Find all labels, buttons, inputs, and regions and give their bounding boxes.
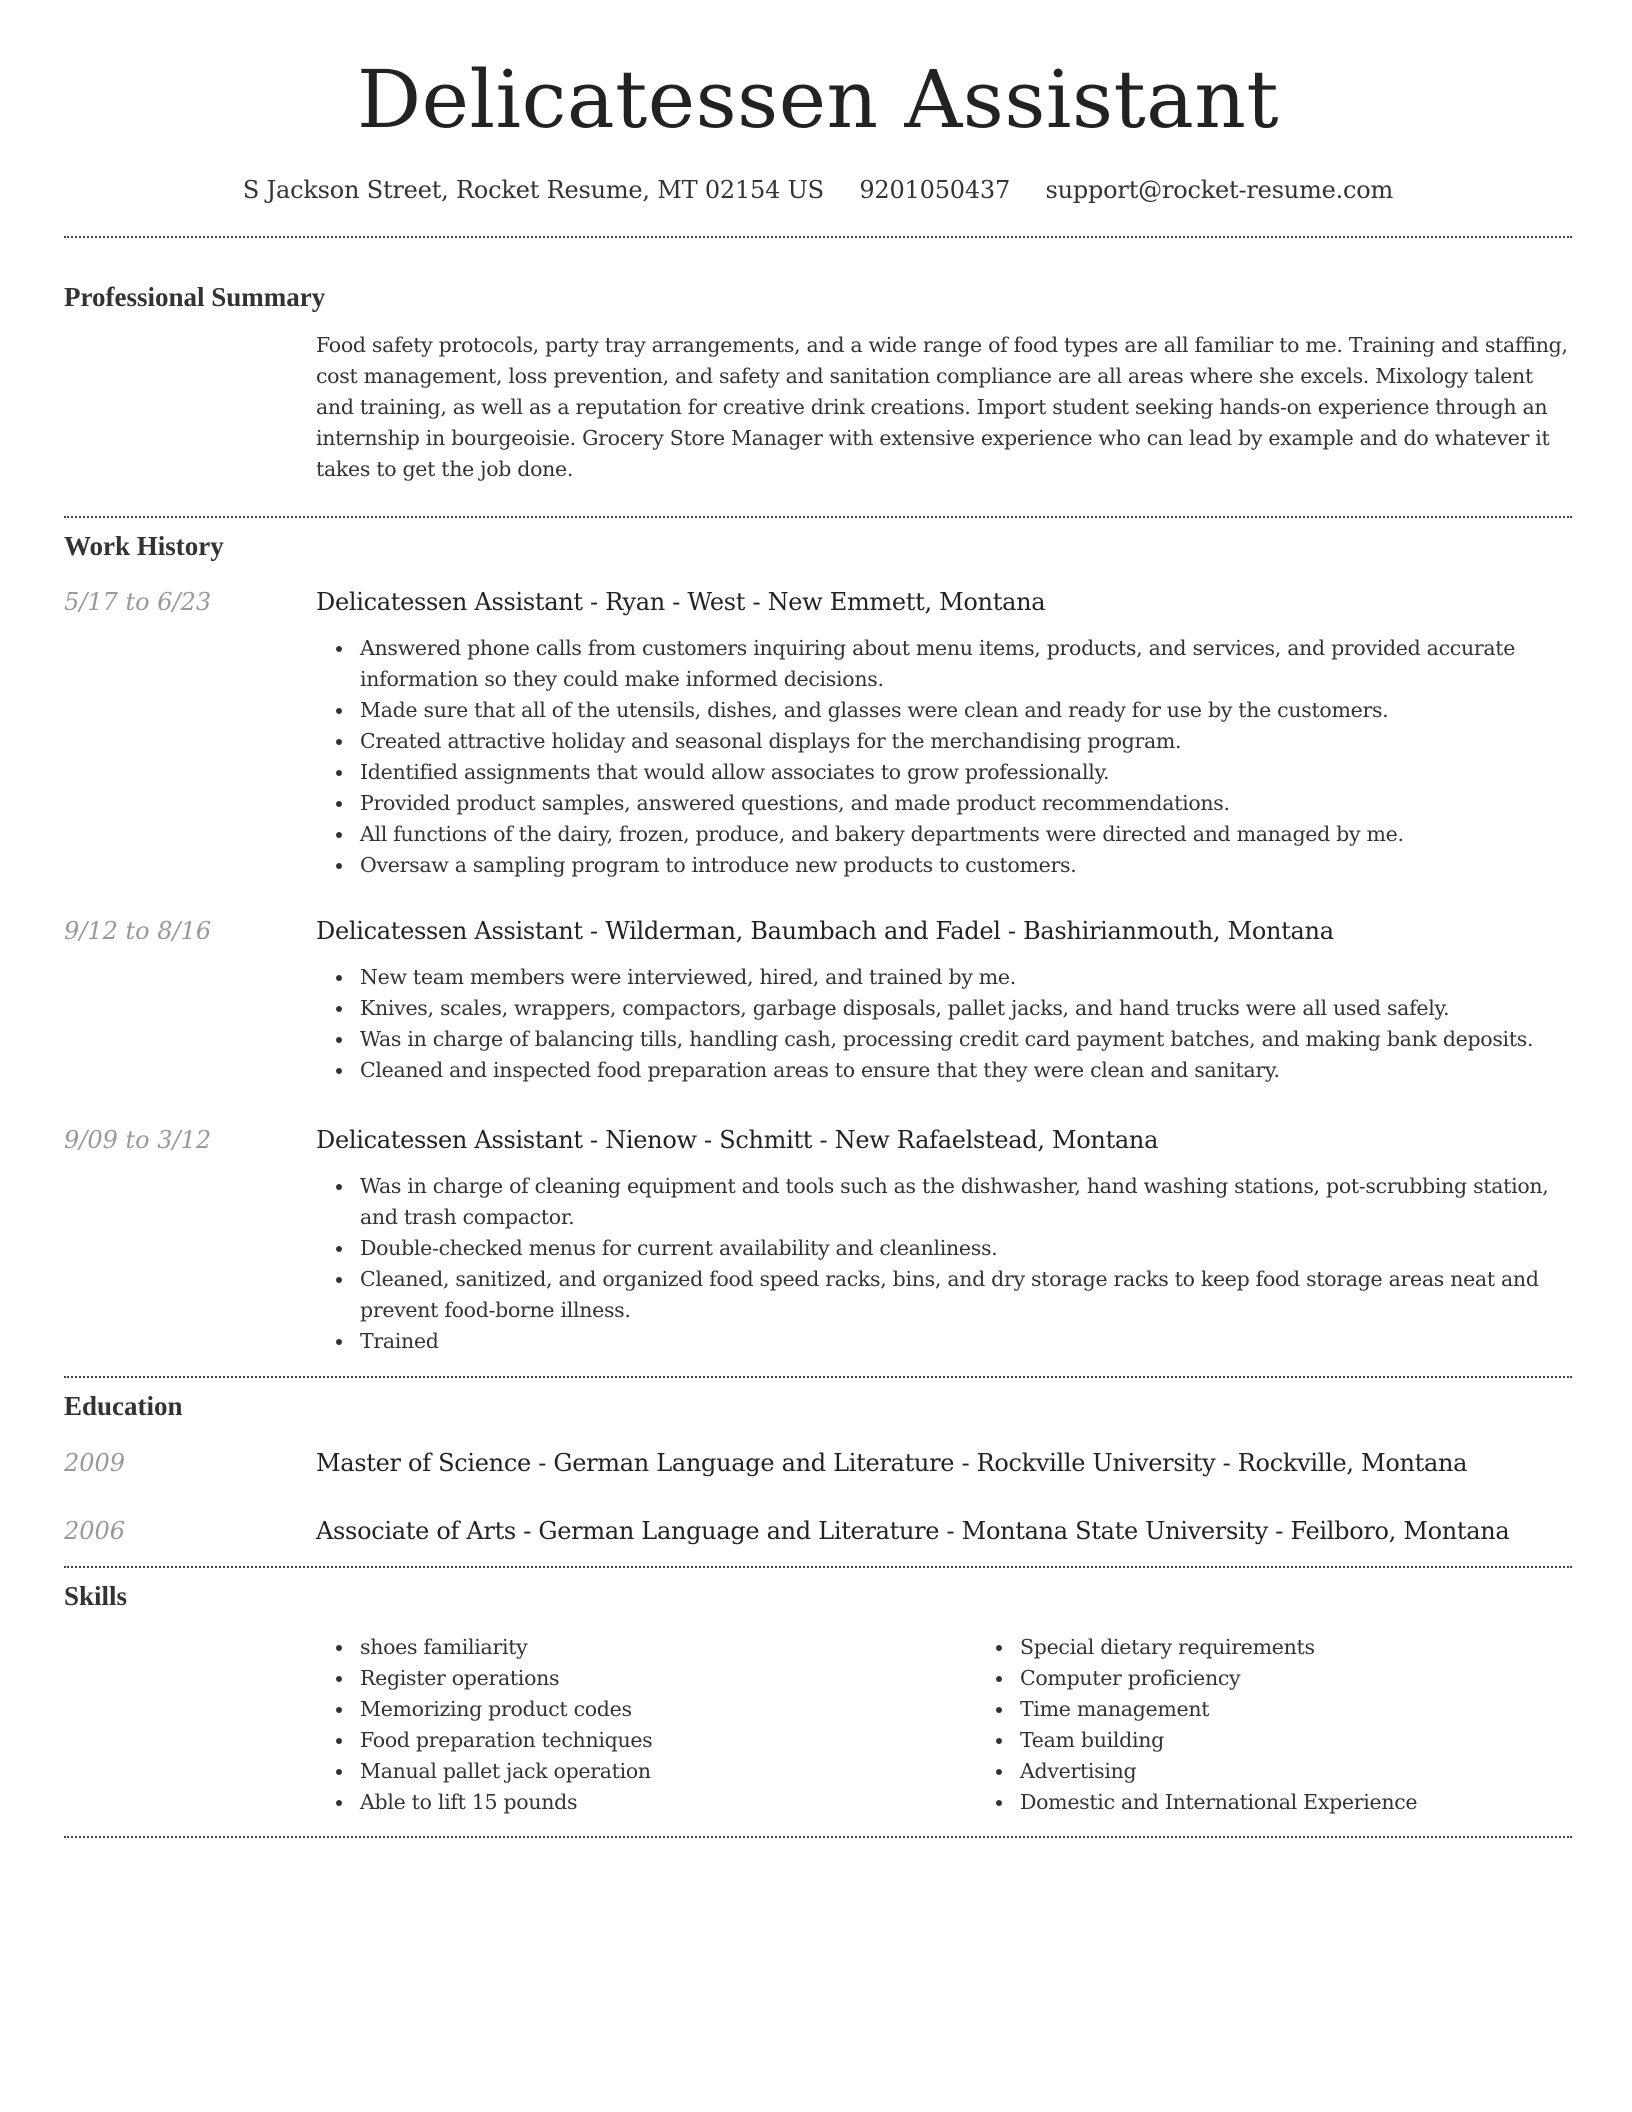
education-year: 2006 [64,1517,126,1545]
education-heading: Education [64,1391,183,1421]
job-date: 5/17 to 6/23 [64,588,212,616]
list-item: Identified assignments that would allow associates to grow professionally. [360,757,1572,788]
summary-text: Food safety protocols, party tray arrangements, and a wide range of food types are all familiar to me. Training and staffing, cost management, loss prevention, and safety and sanitation compliance are all areas where she excels. Mixology talent and training, as well as a reputation for creative drink creations. Import student seeking hands-on experience through an internship in bourgeoisie. Grocery Store Manager with extensive experience who can lead by example and do whatever it takes to get the job done. [316,333,1568,481]
job-entry [64,1121,1572,1357]
education-entry [64,1444,1572,1482]
job-title: Delicatessen Assistant - Ryan - West - New Emmett, Montana [316,588,1046,616]
list-item: Trained [360,1326,1572,1357]
skill-item: Special dietary requirements [1020,1632,1632,1663]
skills-heading: Skills [64,1581,128,1611]
skill-item: shoes familiarity [360,1632,976,1663]
list-item: Oversaw a sampling program to introduce new products to customers. [360,850,1572,881]
work-history-section [64,518,1572,1376]
list-item: Provided product samples, answered questions, and made product recommendations. [360,788,1572,819]
skill-item: Food preparation techniques [360,1725,976,1756]
job-title: Delicatessen Assistant - Wilderman, Baumbach and Fadel - Bashirianmouth, Montana [316,917,1334,945]
job-date: 9/12 to 8/16 [64,917,212,945]
list-item: New team members were interviewed, hired, and trained by me. [360,962,1572,993]
list-item: Cleaned, sanitized, and organized food speed racks, bins, and dry storage racks to keep food storage areas neat and prevent food-borne illness. [360,1264,1572,1326]
skill-item: Able to lift 15 pounds [360,1787,976,1818]
summary-section [64,238,1572,516]
list-item: Cleaned and inspected food preparation areas to ensure that they were clean and sanitary. [360,1055,1572,1086]
education-entry [64,1512,1572,1550]
skills-section [64,1568,1572,1836]
list-item: Answered phone calls from customers inquiring about menu items, products, and services, and provided accurate information so they could make informed decisions. [360,633,1572,695]
skills-list-right [976,1632,1632,1818]
list-item: Knives, scales, wrappers, compactors, garbage disposals, pallet jacks, and hand trucks were all used safely. [360,993,1572,1024]
job-title: Delicatessen Assistant - Nienow - Schmitt - New Rafaelstead, Montana [316,1126,1159,1154]
skill-item: Domestic and International Experience [1020,1787,1632,1818]
list-item: Was in charge of balancing tills, handling cash, processing credit card payment batches, and making bank deposits. [360,1024,1572,1055]
work-history-heading: Work History [64,531,224,561]
job-entry [64,583,1572,881]
list-item: Made sure that all of the utensils, dishes, and glasses were clean and ready for use by the customers. [360,695,1572,726]
skill-item: Register operations [360,1663,976,1694]
resume-page [64,0,1572,1838]
section-divider [64,1836,1572,1838]
job-duties-list [316,1171,1572,1357]
list-item: Was in charge of cleaning equipment and tools such as the dishwasher, hand washing stations, pot-scrubbing station, and trash compactor. [360,1171,1572,1233]
summary-heading: Professional Summary [64,282,326,312]
job-entry [64,912,1572,1086]
list-item: Created attractive holiday and seasonal displays for the merchandising program. [360,726,1572,757]
skill-item: Memorizing product codes [360,1694,976,1725]
education-title: Master of Science - German Language and Literature - Rockville University - Rockville, Montana [316,1449,1468,1477]
skill-item: Manual pallet jack operation [360,1756,976,1787]
skill-item: Advertising [1020,1756,1632,1787]
skill-item: Time management [1020,1694,1632,1725]
email-link[interactable]: support@rocket-resume.com [1045,176,1394,204]
education-section [64,1378,1572,1566]
skill-item: Computer proficiency [1020,1663,1632,1694]
resume-header [64,0,1572,210]
job-date: 9/09 to 3/12 [64,1126,212,1154]
education-year: 2009 [64,1449,126,1477]
contact-line [64,170,1572,210]
job-duties-list [316,962,1572,1086]
job-duties-list [316,633,1572,881]
list-item: All functions of the dairy, frozen, produce, and bakery departments were directed and managed by me. [360,819,1572,850]
candidate-name: Delicatessen Assistant [356,53,1280,146]
education-title: Associate of Arts - German Language and Literature - Montana State University - Feilboro, Montana [316,1517,1510,1545]
phone-text: 9201050437 [859,176,1011,204]
skills-grid [316,1632,1632,1818]
skills-list-left [316,1632,976,1818]
skill-item: Team building [1020,1725,1632,1756]
list-item: Double-checked menus for current availability and cleanliness. [360,1233,1572,1264]
address-text: S Jackson Street, Rocket Resume, MT 02154 US [242,176,824,204]
